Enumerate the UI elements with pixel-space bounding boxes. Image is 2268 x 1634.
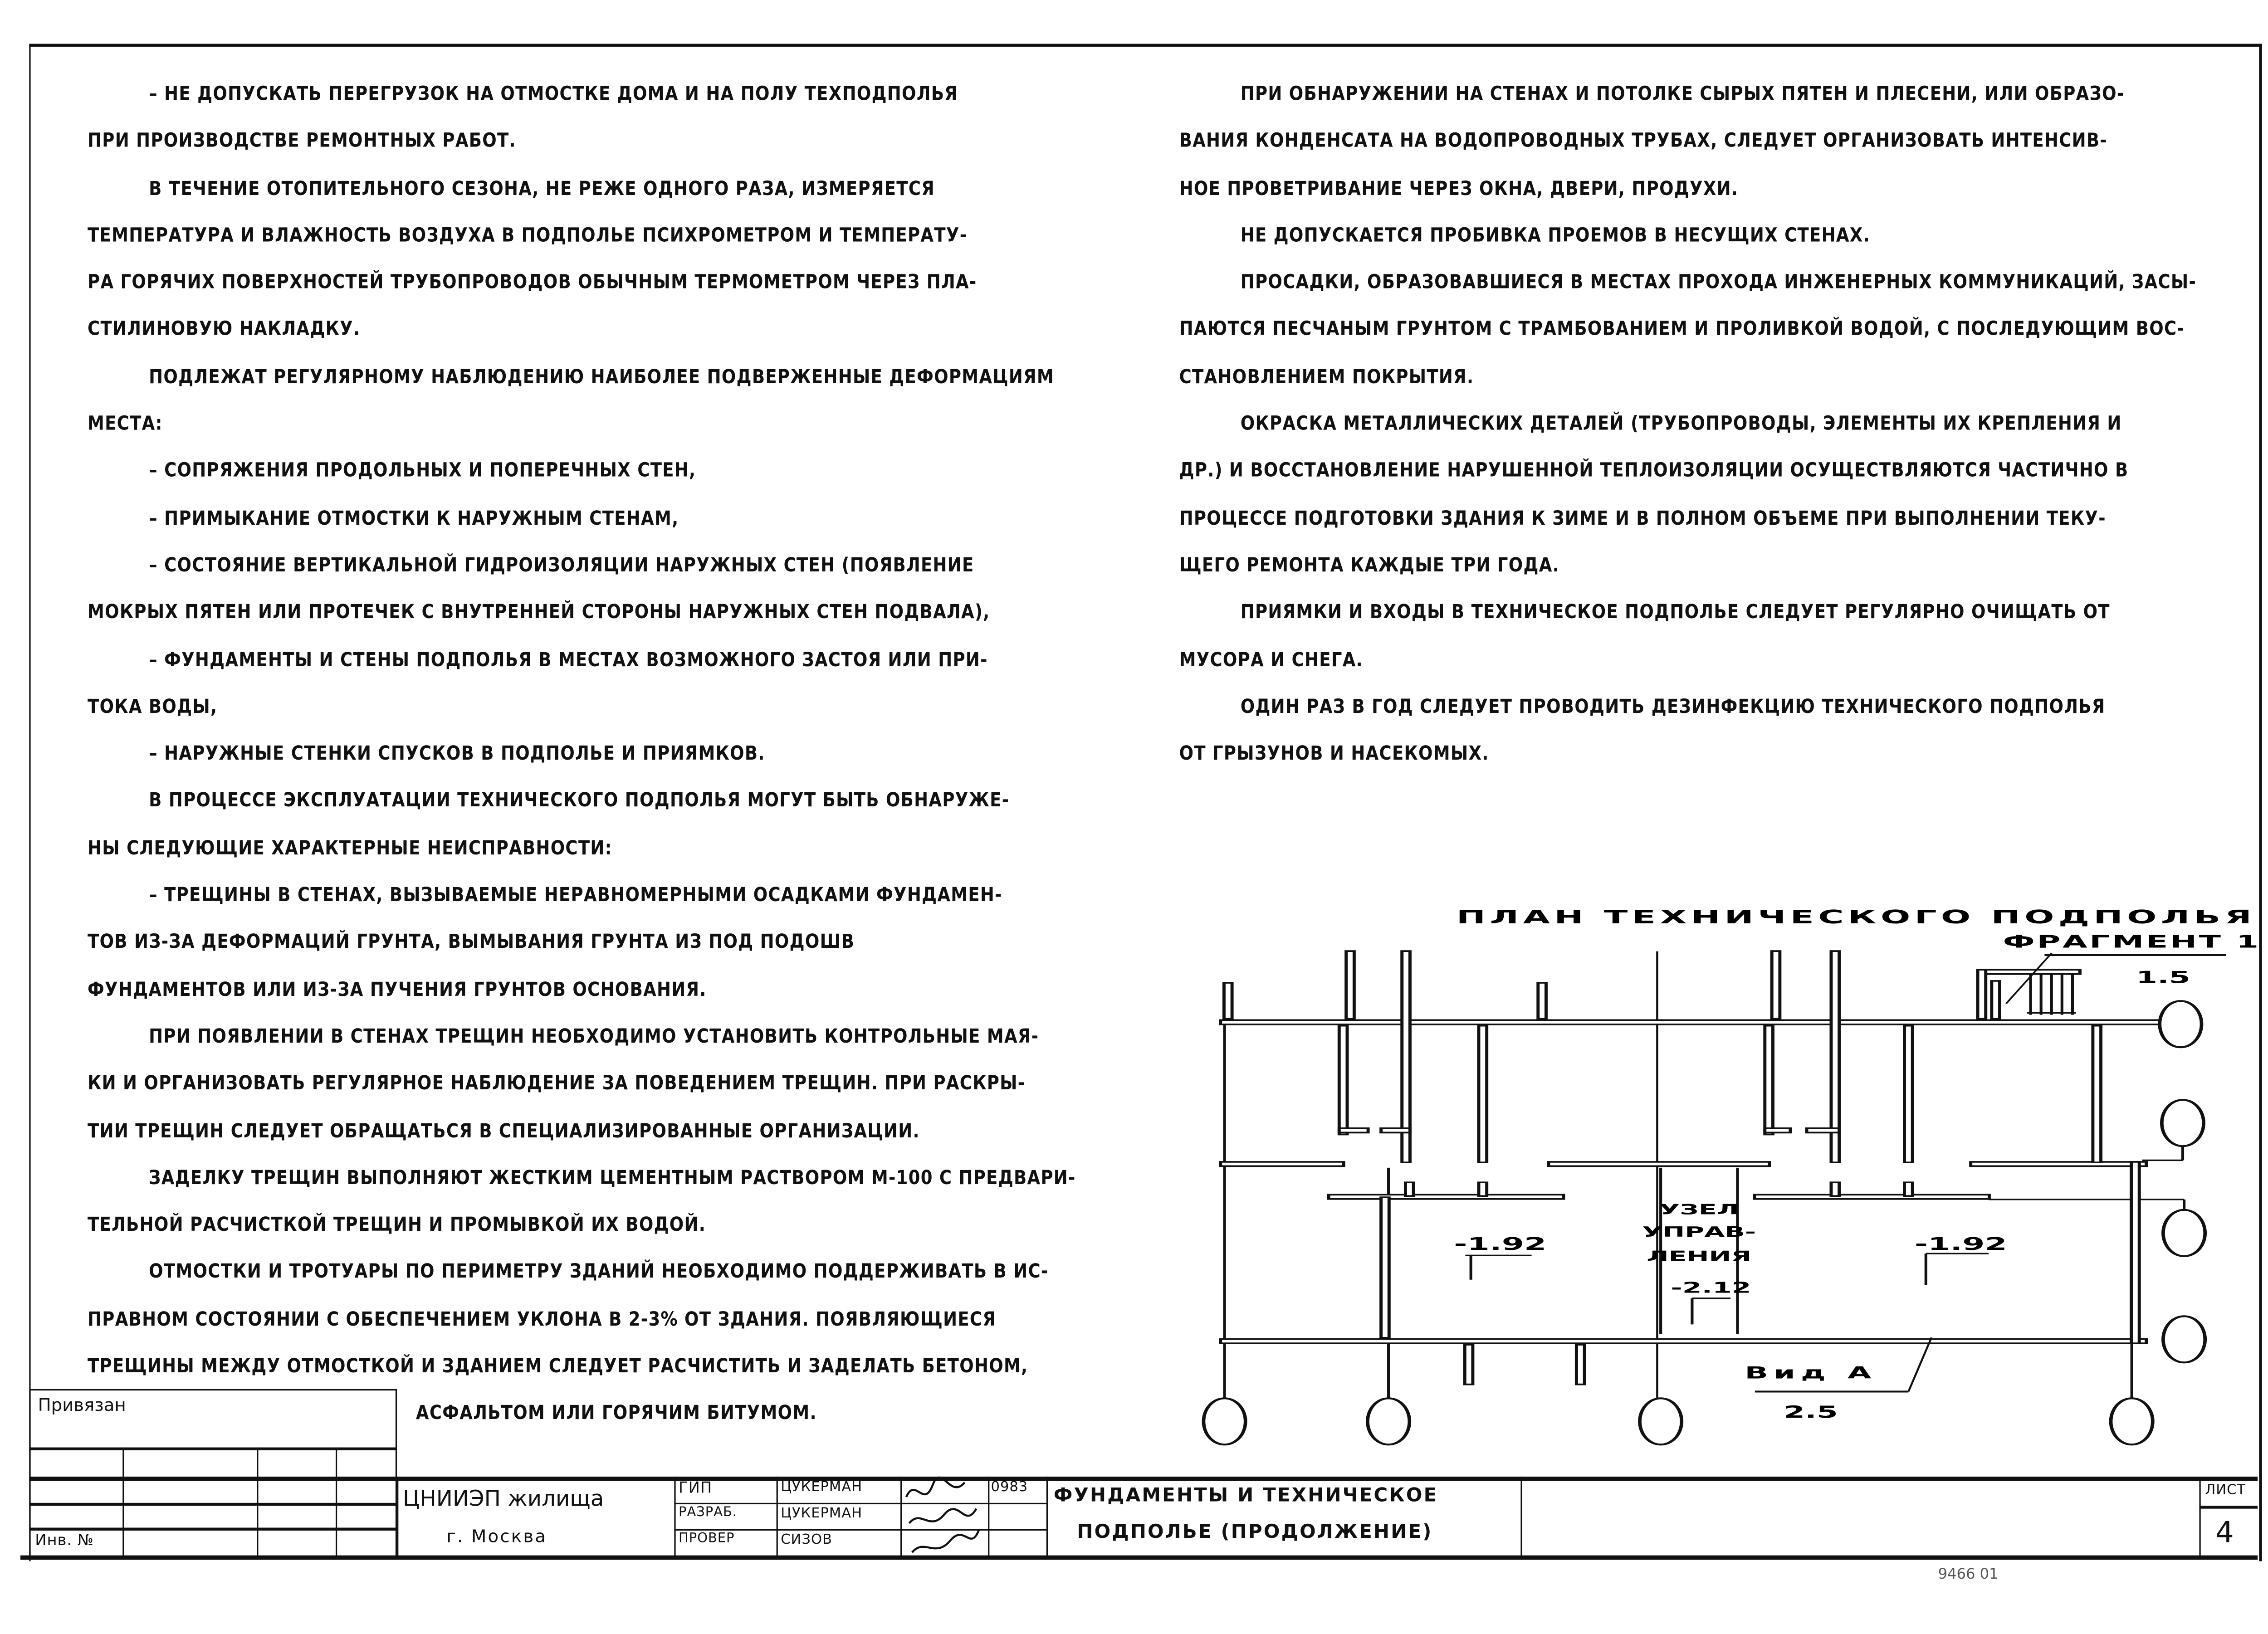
view-label: Вид А [1745,1363,1877,1383]
organization-city: г. Москва [446,1526,547,1547]
text-line: СТИЛИНОВУЮ НАКЛАДКУ. [88,317,361,341]
text-line: ПРИ ПОЯВЛЕНИИ В СТЕНАХ ТРЕЩИН НЕОБХОДИМО УСТАНОВИТЬ КОНТРОЛЬНЫЕ МАЯ- [149,1024,1039,1048]
text-line: НОЕ ПРОВЕТРИВАНИЕ ЧЕРЕЗ ОКНА, ДВЕРИ, ПРОДУХИ. [1179,176,1739,200]
text-line: ДР.) И ВОССТАНОВЛЕНИЕ НАРУШЕННОЙ ТЕПЛОИЗОЛЯЦИИ ОСУЩЕСТВЛЯЮТСЯ ЧАСТИЧНО В [1179,458,2129,483]
text-line: ПАЮТСЯ ПЕСЧАНЫМ ГРУНТОМ С ТРАМБОВАНИЕМ И ПРОЛИВКОЙ ВОДОЙ, С ПОСЛЕДУЮЩИМ ВОС- [1179,317,2185,341]
text-line: ОТМОСТКИ И ТРОТУАРЫ ПО ПЕРИМЕТРУ ЗДАНИЙ НЕОБХОДИМО ПОДДЕРЖИВАТЬ В ИС- [149,1259,1049,1283]
text-line: РА ГОРЯЧИХ ПОВЕРХНОСТЕЙ ТРУБОПРОВОДОВ ОБЫЧНЫМ ТЕРМОМЕТРОМ ЧЕРЕЗ ПЛА- [88,270,977,294]
text-line: ПРАВНОМ СОСТОЯНИИ С ОБЕСПЕЧЕНИЕМ УКЛОНА В 2-3% ОТ ЗДАНИЯ. ПОЯВЛЯЮЩИЕСЯ [88,1307,997,1331]
axis-marker [2160,1001,2201,1047]
axis-line [2006,953,2052,1004]
text-line: ТЕМПЕРАТУРА И ВЛАЖНОСТЬ ВОЗДУХА В ПОДПОЛЬЕ ПСИХРОМЕТРОМ И ТЕМПЕРАТУ- [88,223,968,247]
signatures [900,1465,988,1570]
text-line: ТОКА ВОДЫ, [88,694,218,718]
text-line: ТРЕЩИНЫ МЕЖДУ ОТМОСТКОЙ И ЗДАНИЕМ СЛЕДУЕТ РАСЧИСТИТЬ И ЗАДЕЛАТЬ БЕТОНОМ, [88,1354,1028,1378]
text-line: – СОСТОЯНИЕ ВЕРТИКАЛЬНОЙ ГИДРОИЗОЛЯЦИИ НАРУЖНЫХ СТЕН (ПОЯВЛЕНИЕ [149,553,974,576]
name-chief-engineer: ЦУКЕРМАН [781,1479,863,1496]
text-line: НЫ СЛЕДУЮЩИЕ ХАРАКТЕРНЫЕ НЕИСПРАВНОСТИ: [88,835,612,859]
left-text-column [88,70,1124,1436]
text-line: – ТРЕЩИНЫ В СТЕНАХ, ВЫЗЫВАЕМЫЕ НЕРАВНОМЕРНЫМИ ОСАДКАМИ ФУНДАМЕН- [149,883,1002,907]
text-line: ЩЕГО РЕМОНТА КАЖДЫЕ ТРИ ГОДА. [1179,553,1560,576]
text-line: ФУНДАМЕНТОВ ИЛИ ИЗ-ЗА ПУЧЕНИЯ ГРУНТОВ ОСНОВАНИЯ. [88,977,707,1001]
text-line: МУСОРА И СНЕГА. [1179,647,1364,671]
text-line: ОКРАСКА МЕТАЛЛИЧЕСКИХ ДЕТАЛЕЙ (ТРУБОПРОВОДЫ, ЭЛЕМЕНТЫ ИХ КРЕПЛЕНИЯ И [1240,411,2122,435]
text-line: – НЕ ДОПУСКАТЬ ПЕРЕГРУЗОК НА ОТМОСТКЕ ДОМА И НА ПОЛУ ТЕХПОДПОЛЬЯ [149,81,958,105]
name-developer: ЦУКЕРМАН [781,1506,863,1522]
text-line: ПРОСАДКИ, ОБРАЗОВАВШИЕСЯ В МЕСТАХ ПРОХОДА ИНЖЕНЕРНЫХ КОММУНИКАЦИЙ, ЗАСЫ- [1240,270,2197,294]
axis-marker [1640,1398,1681,1444]
sheet-title-line-2: ПОДПОЛЬЕ (ПРОДОЛЖЕНИЕ) [1077,1522,1433,1544]
axis-marker [2163,1210,2205,1256]
text-line: ОТ ГРЫЗУНОВ И НАСЕКОМЫХ. [1179,741,1489,765]
text-line: ТИИ ТРЕЩИН СЛЕДУЕТ ОБРАЩАТЬСЯ В СПЕЦИАЛИЗИРОВАННЫЕ ОРГАНИЗАЦИИ. [88,1118,920,1142]
text-line: НЕ ДОПУСКАЕТСЯ ПРОБИВКА ПРОЕМОВ В НЕСУЩИХ СТЕНАХ. [1240,223,1870,247]
plan-title: ПЛАН ТЕХНИЧЕСКОГО ПОДПОЛЬЯ [1456,906,2256,928]
text-line: СТАНОВЛЕНИЕМ ПОКРЫТИЯ. [1179,364,1474,388]
right-text-column [1179,70,2245,777]
node-label-3: ЛЕНИЯ [1647,1248,1752,1265]
text-line: ПОДЛЕЖАТ РЕГУЛЯРНОМУ НАБЛЮДЕНИЮ НАИБОЛЕЕ ПОДВЕРЖЕННЫЕ ДЕФОРМАЦИЯМ [149,364,1055,388]
text-line: – ФУНДАМЕНТЫ И СТЕНЫ ПОДПОЛЬЯ В МЕСТАХ ВОЗМОЖНОГО ЗАСТОЯ ИЛИ ПРИ- [149,647,988,671]
axis-marker [2111,1398,2153,1444]
text-line: ПРИЯМКИ И ВХОДЫ В ТЕХНИЧЕСКОЕ ПОДПОЛЬЕ СЛЕДУЕТ РЕГУЛЯРНО ОЧИЩАТЬ ОТ [1240,600,2110,624]
axis-marker [1368,1398,1409,1444]
level-node: -2.12 [1671,1278,1751,1297]
text-line: МЕСТА: [88,411,163,435]
organization-name: ЦНИИЭП жилища [402,1485,604,1512]
linked-label: Привязан [38,1395,126,1415]
text-line: ЗАДЕЛКУ ТРЕЩИН ВЫПОЛНЯЮТ ЖЕСТКИМ ЦЕМЕНТНЫМ РАСТВОРОМ М-100 С ПРЕДВАРИ- [149,1165,1076,1189]
text-line: МОКРЫХ ПЯТЕН ИЛИ ПРОТЕЧЕК С ВНУТРЕННЕЙ СТОРОНЫ НАРУЖНЫХ СТЕН ПОДВАЛА), [88,600,990,624]
node-label-2: УПРАВ- [1642,1224,1756,1241]
text-line: ТОВ ИЗ-ЗА ДЕФОРМАЦИЙ ГРУНТА, ВЫМЫВАНИЯ ГРУНТА ИЗ ПОД ПОДОШВ [88,930,855,954]
sheet-label: ЛИСТ [2205,1482,2246,1499]
axis-marker [2162,1100,2204,1146]
role-checker: ПРОВЕР [679,1532,735,1547]
fragment-label: ФРАГМЕНТ 1 [2003,932,2261,952]
name-checker: СИЗОВ [781,1532,832,1548]
text-line: В ПРОЦЕССЕ ЭКСПЛУАТАЦИИ ТЕХНИЧЕСКОГО ПОДПОЛЬЯ МОГУТ БЫТЬ ОБНАРУЖЕ- [149,788,1010,812]
level-right: -1.92 [1914,1234,2007,1254]
text-line: – НАРУЖНЫЕ СТЕНКИ СПУСКОВ В ПОДПОЛЬЕ И ПРИЯМКОВ. [149,741,765,765]
sheet-number: 4 [2215,1514,2234,1550]
view-scale: 2.5 [1783,1402,1838,1422]
role-developer: РАЗРАБ. [679,1506,737,1521]
node-label-1: УЗЕЛ [1659,1201,1739,1218]
text-line: В ТЕЧЕНИЕ ОТОПИТЕЛЬНОГО СЕЗОНА, НЕ РЕЖЕ ОДНОГО РАЗА, ИЗМЕРЯЕТСЯ [149,176,935,200]
text-line: ПРОЦЕССЕ ПОДГОТОВКИ ЗДАНИЯ К ЗИМЕ И В ПОЛНОМ ОБЪЕМЕ ПРИ ВЫПОЛНЕНИИ ТЕКУ- [1179,506,2106,529]
role-chief-engineer: ГИП [679,1479,713,1497]
text-line: ПРИ ОБНАРУЖЕНИИ НА СТЕНАХ И ПОТОЛКЕ СЫРЫХ ПЯТЕН И ПЛЕСЕНИ, ИЛИ ОБРАЗО- [1240,81,2125,105]
text-line: ПРИ ПРОИЗВОДСТВЕ РЕМОНТНЫХ РАБОТ. [88,128,516,152]
date: 0983 [991,1479,1028,1496]
inventory-number-label: Инв. № [35,1532,94,1550]
archive-stamp: 9466 01 [1938,1567,1999,1583]
text-line: – ПРИМЫКАНИЕ ОТМОСТКИ К НАРУЖНЫМ СТЕНАМ, [149,506,679,529]
basement-plan [1179,884,2268,1474]
sheet-title-line-1: ФУНДАМЕНТЫ И ТЕХНИЧЕСКОЕ [1053,1485,1438,1507]
text-line: ТЕЛЬНОЙ РАСЧИСТКОЙ ТРЕЩИН И ПРОМЫВКОЙ ИХ ВОДОЙ. [88,1212,706,1236]
level-left: -1.92 [1454,1234,1547,1254]
text-line: АСФАЛЬТОМ ИЛИ ГОРЯЧИМ БИТУМОМ. [415,1401,817,1425]
text-line: ВАНИЯ КОНДЕНСАТА НА ВОДОПРОВОДНЫХ ТРУБАХ, СЛЕДУЕТ ОРГАНИЗОВАТЬ ИНТЕНСИВ- [1179,128,2108,152]
axis-line [1908,1337,1931,1391]
text-line: – СОПРЯЖЕНИЯ ПРОДОЛЬНЫХ И ПОПЕРЕЧНЫХ СТЕН, [149,458,696,483]
fragment-scale: 1.5 [2136,968,2190,987]
text-line: КИ И ОРГАНИЗОВАТЬ РЕГУЛЯРНОЕ НАБЛЮДЕНИЕ ЗА ПОВЕДЕНИЕМ ТРЕЩИН. ПРИ РАСКРЫ- [88,1071,1026,1095]
axis-marker [1203,1398,1245,1444]
text-line: ОДИН РАЗ В ГОД СЛЕДУЕТ ПРОВОДИТЬ ДЕЗИНФЕКЦИЮ ТЕХНИЧЕСКОГО ПОДПОЛЬЯ [1240,694,2106,718]
axis-marker [2163,1316,2205,1362]
plan-walls [1203,951,2205,1445]
